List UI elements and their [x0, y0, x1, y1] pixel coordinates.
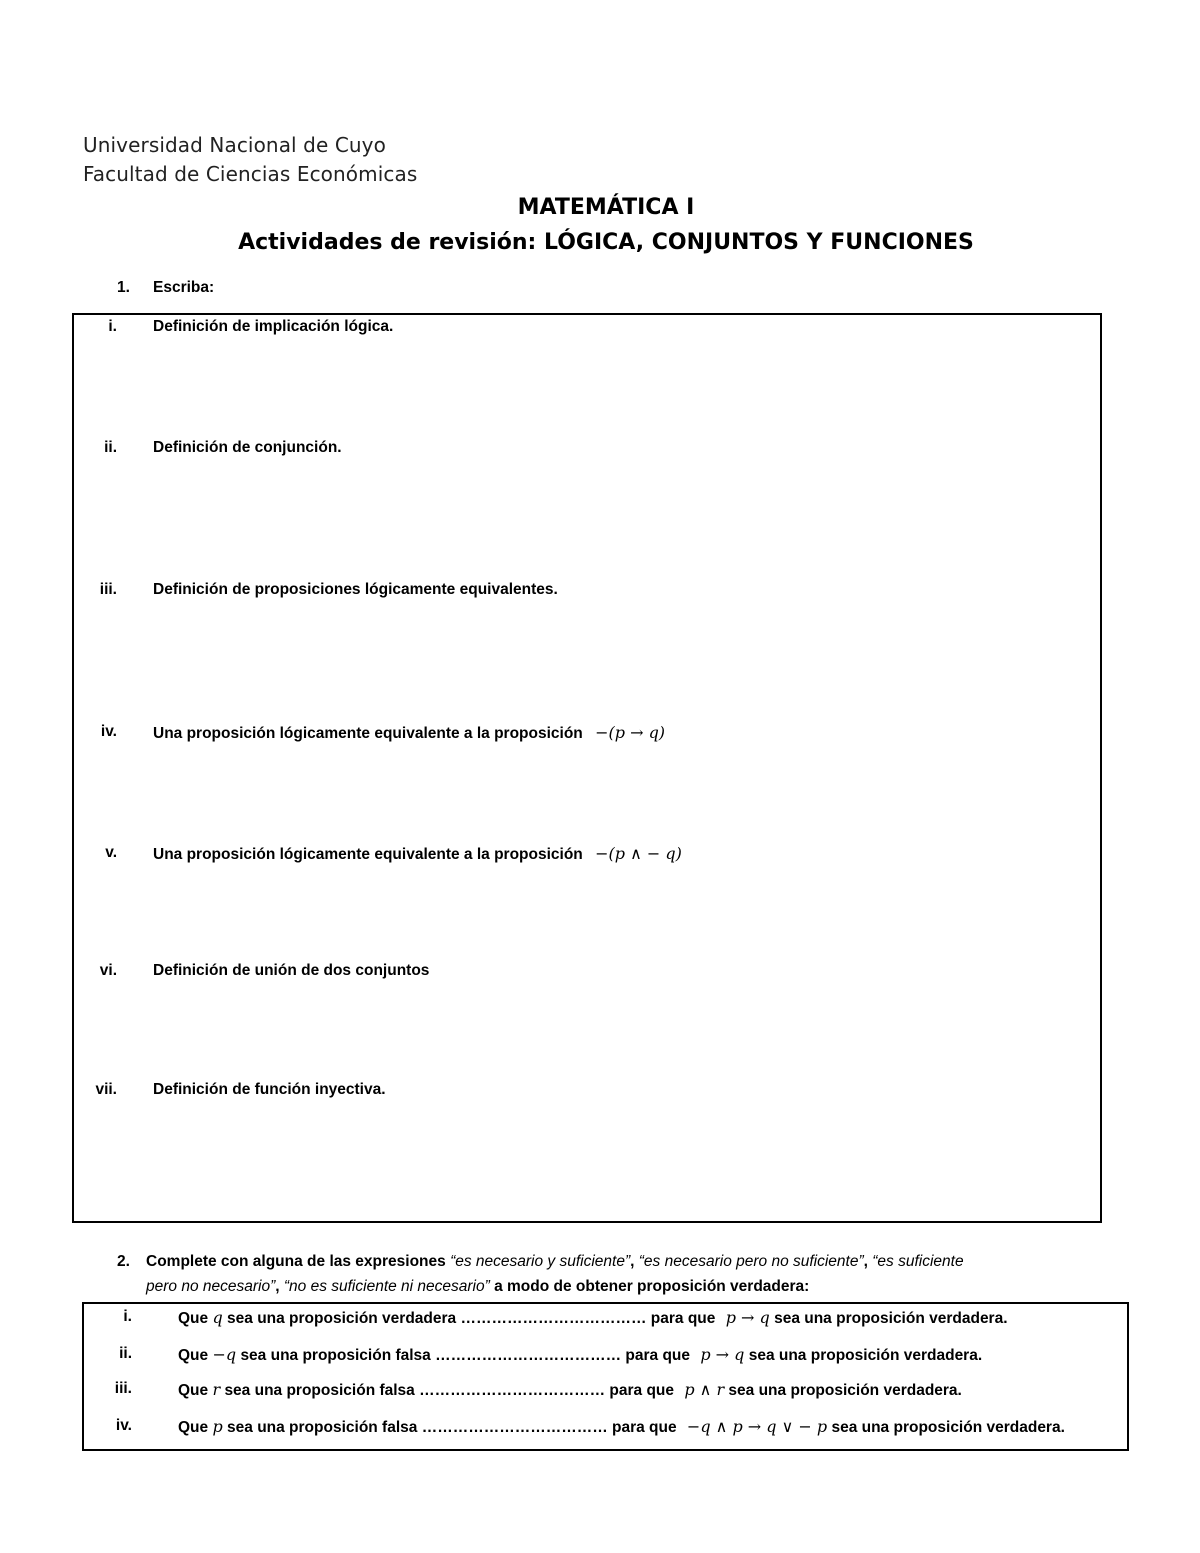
q2-item-iv-text [178, 1417, 1065, 1437]
q1-item-vi-text: Definición de unión de dos conjuntos [153, 962, 430, 979]
question-1-prompt: Escriba: [153, 279, 215, 296]
q2-option-4: “no es suficiente ni necesario” [283, 1278, 490, 1295]
q2-item-i-var: q [212, 1308, 223, 1327]
q2-option-2: “es necesario pero no suficiente” [638, 1253, 864, 1270]
q2-item-ii-que: Que [178, 1347, 209, 1364]
q1-item-v-expression: −(p ∧ − q) [595, 844, 682, 863]
q1-item-vi-number: vi. [99, 962, 117, 979]
faculty-name: Facultad de Ciencias Económicas [83, 162, 418, 186]
q1-item-iv-expression: −(p → q) [595, 723, 666, 742]
q2-option-3b: pero no necesario” [146, 1278, 276, 1295]
q2-item-iii-text [178, 1380, 962, 1400]
question-1-number: 1. [117, 279, 130, 296]
q2-item-ii-mid: sea una proposición falsa ……………………………… para que [240, 1347, 691, 1364]
q1-item-i-number: i. [108, 318, 117, 335]
q2-option-1: “es necesario y suficiente” [450, 1253, 631, 1270]
q2-item-ii-var: −q [212, 1345, 237, 1364]
q2-item-i-que: Que [178, 1310, 209, 1327]
q1-item-vii-number: vii. [95, 1081, 117, 1098]
q1-item-ii-number: ii. [104, 439, 117, 456]
q2-item-iii-var: r [212, 1380, 221, 1399]
q2-item-ii-end: sea una proposición verdadera. [748, 1347, 983, 1364]
q2-item-iii-expr: p ∧ r [684, 1380, 725, 1399]
q1-item-v-text [153, 844, 682, 864]
q2-sep-2: , [863, 1253, 873, 1270]
q1-item-i-text: Definición de implicación lógica. [153, 318, 394, 335]
q2-item-ii-text [178, 1345, 982, 1365]
q2-option-3a: “es suficiente [872, 1253, 964, 1270]
q2-item-iv-number: iv. [115, 1417, 132, 1434]
q2-item-iv-mid: sea una proposición falsa ……………………………… para que [227, 1419, 677, 1436]
q2-item-ii-number: ii. [119, 1345, 132, 1362]
q1-item-v-number: v. [105, 844, 117, 861]
q2-item-iii-que: Que [178, 1382, 209, 1399]
q2-item-i-expr: p → q [725, 1308, 770, 1327]
q2-item-i-number: i. [123, 1308, 132, 1325]
q2-intro-end: a modo de obtener proposición verdadera: [489, 1278, 810, 1295]
q2-intro-start: Complete con alguna de las expresiones [146, 1253, 451, 1270]
q2-item-iii-number: iii. [114, 1380, 132, 1397]
q1-item-iv-label: Una proposición lógicamente equivalente a la proposición [153, 725, 583, 742]
university-name: Universidad Nacional de Cuyo [83, 133, 386, 157]
q2-item-iv-end: sea una proposición verdadera. [831, 1419, 1065, 1436]
q2-item-i-text [178, 1308, 1008, 1328]
q1-item-iii-number: iii. [99, 581, 117, 598]
q2-item-iv-expr: −q ∧ p → q ∨ − p [686, 1417, 828, 1436]
q2-item-i-end: sea una proposición verdadera. [774, 1310, 1008, 1327]
question-2-intro-line-1 [146, 1253, 1096, 1271]
question-2-intro-line-2 [146, 1278, 1096, 1296]
q2-item-ii-expr: p → q [700, 1345, 745, 1364]
q1-item-ii-text: Definición de conjunción. [153, 439, 342, 456]
q1-item-iv-text [153, 723, 665, 743]
q1-item-v-label: Una proposición lógicamente equivalente a la proposición [153, 846, 583, 863]
q1-item-vii-text: Definición de función inyectiva. [153, 1081, 386, 1098]
q2-item-iii-mid: sea una proposición falsa ……………………………… para que [224, 1382, 675, 1399]
course-title: MATEMÁTICA I [517, 195, 695, 220]
q2-item-iv-que: Que [178, 1419, 209, 1436]
q2-item-iii-end: sea una proposición verdadera. [728, 1382, 962, 1399]
q2-item-i-mid: sea una proposición verdadera ……………………………… para que [227, 1310, 716, 1327]
q2-sep-1: , [630, 1253, 639, 1270]
question-2-number: 2. [117, 1253, 130, 1270]
q2-item-iv-var: p [212, 1417, 223, 1436]
page-subtitle: Actividades de revisión: LÓGICA, CONJUNTOS Y FUNCIONES [238, 230, 974, 255]
q1-item-iv-number: iv. [100, 723, 117, 740]
q2-sep-3: , [275, 1278, 284, 1295]
q1-item-iii-text: Definición de proposiciones lógicamente equivalentes. [153, 581, 558, 598]
